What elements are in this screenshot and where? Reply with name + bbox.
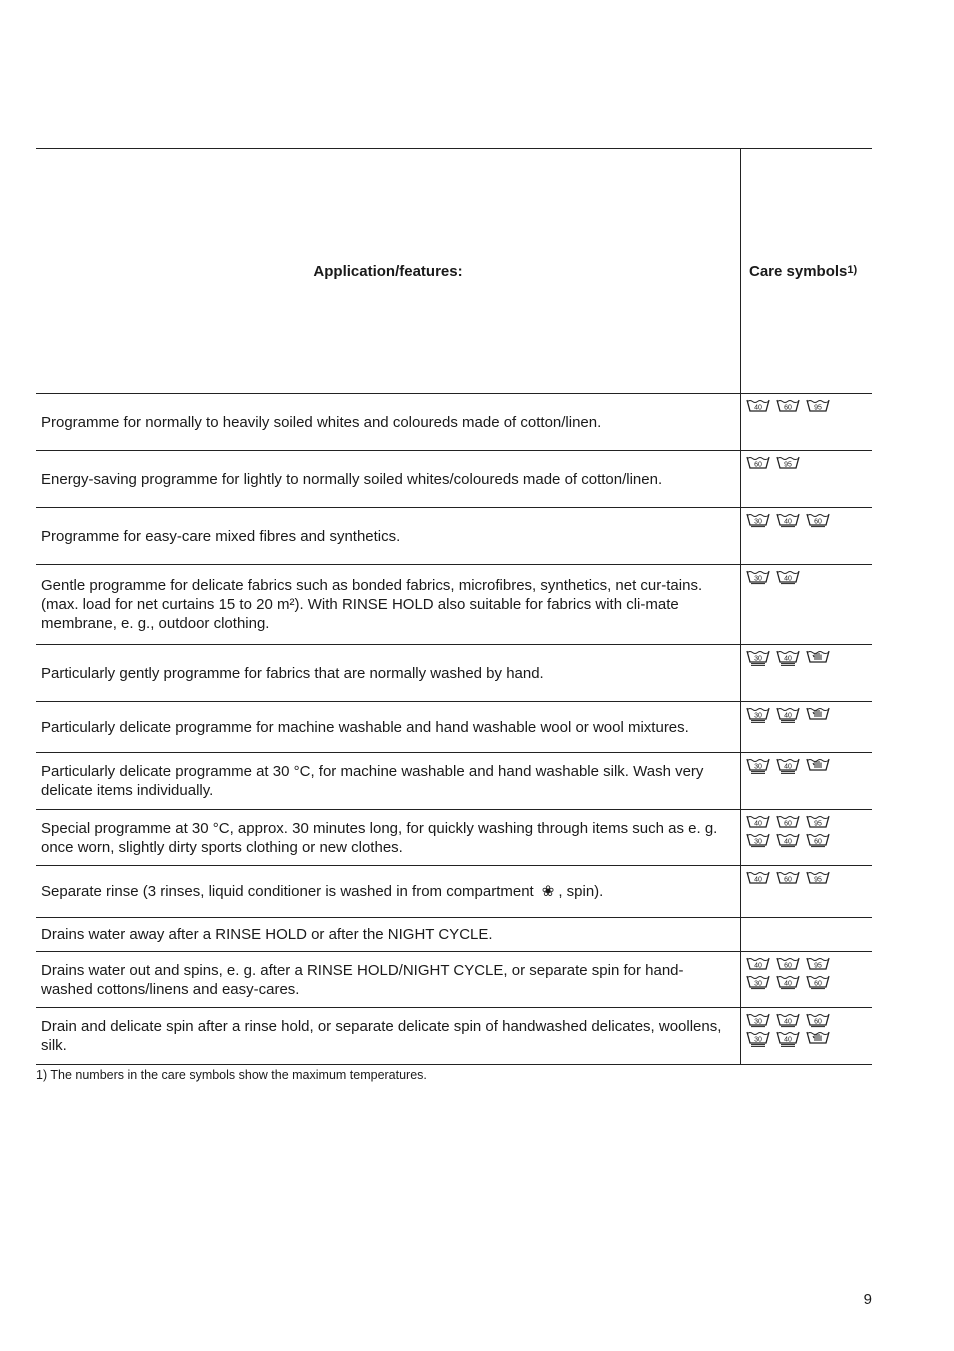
svg-text:30: 30 [754, 712, 762, 720]
svg-text:40: 40 [754, 962, 762, 970]
row-description [36, 702, 740, 752]
svg-text:60: 60 [814, 838, 822, 846]
svg-text:30: 30 [754, 980, 762, 988]
header-care-symbols [740, 149, 872, 393]
wash-40-symbol-icon [776, 974, 800, 991]
wash-40-symbol-icon [746, 956, 770, 973]
row-description [36, 753, 740, 809]
row-description [36, 645, 740, 701]
wash-30-symbol-icon [746, 649, 770, 666]
svg-text:40: 40 [784, 655, 792, 663]
wash-30-symbol-icon [746, 832, 770, 849]
svg-text:40: 40 [784, 518, 792, 526]
table-row [36, 394, 872, 451]
row-text-after: , spin). [558, 883, 604, 900]
table-row [36, 565, 872, 645]
svg-text:30: 30 [754, 1036, 762, 1044]
row-text: Separate rinse (3 rinses, liquid conditioner is washed in from compartment [41, 883, 534, 900]
wash-60-symbol-icon [746, 455, 770, 472]
row-care-symbols [740, 508, 872, 564]
table-row [36, 508, 872, 565]
care-symbol-line [746, 706, 872, 723]
svg-text:60: 60 [814, 1018, 822, 1026]
wash-30-symbol-icon [746, 757, 770, 774]
table-row [36, 753, 872, 810]
table-row [36, 918, 872, 952]
row-description [36, 508, 740, 564]
row-text: Special programme at 30 °C, approx. 30 minutes long, for quickly washing through items such as e. g. once worn, slightly dirty sports clothing or new clothes. [41, 819, 718, 856]
wash-95-symbol-icon [806, 956, 830, 973]
svg-text:30: 30 [754, 838, 762, 846]
row-care-symbols [740, 565, 872, 644]
handwash-symbol-icon [806, 757, 830, 774]
row-text: Drains water away after a RINSE HOLD or after the NIGHT CYCLE. [41, 926, 493, 943]
wash-40-symbol-icon [776, 1030, 800, 1047]
row-care-symbols [740, 866, 872, 917]
svg-text:30: 30 [754, 518, 762, 526]
svg-text:40: 40 [784, 1036, 792, 1044]
table-row [36, 702, 872, 753]
wash-40-symbol-icon [776, 706, 800, 723]
row-text: Particularly delicate programme at 30 °C, for machine washable and hand washable silk. Wash very delicate items individually. [41, 763, 704, 799]
care-symbol-line [746, 974, 872, 991]
svg-text:95: 95 [814, 404, 822, 412]
wash-95-symbol-icon [776, 455, 800, 472]
conditioner-compartment-icon: ❀ [541, 883, 555, 900]
row-care-symbols [740, 753, 872, 809]
svg-text:60: 60 [754, 461, 762, 469]
row-description [36, 952, 740, 1007]
svg-text:40: 40 [754, 876, 762, 884]
wash-60-symbol-icon [806, 512, 830, 529]
care-symbol-line [746, 757, 872, 774]
row-text: Drain and delicate spin after a rinse hold, or separate delicate spin of handwashed delicates, woollens, silk. [41, 1018, 722, 1054]
row-care-symbols [740, 451, 872, 507]
svg-text:30: 30 [754, 575, 762, 583]
svg-text:95: 95 [814, 876, 822, 884]
wash-60-symbol-icon [806, 832, 830, 849]
table-row [36, 451, 872, 508]
row-care-symbols [740, 702, 872, 752]
row-care-symbols [740, 952, 872, 1007]
wash-30-symbol-icon [746, 569, 770, 586]
wash-60-symbol-icon [806, 1012, 830, 1029]
row-care-symbols [740, 810, 872, 865]
row-text: Programme for easy-care mixed fibres and synthetics. [41, 527, 401, 545]
row-care-symbols [740, 394, 872, 450]
care-symbol-line [746, 398, 872, 415]
wash-40-symbol-icon [776, 649, 800, 666]
svg-text:40: 40 [754, 820, 762, 828]
svg-text:60: 60 [784, 962, 792, 970]
footnote: 1) The numbers in the care symbols show the maximum temperatures. [36, 1068, 427, 1082]
wash-40-symbol-icon [776, 512, 800, 529]
table-row [36, 866, 872, 918]
row-description [36, 866, 740, 917]
table-row [36, 1008, 872, 1065]
svg-text:60: 60 [784, 404, 792, 412]
row-care-symbols [740, 1008, 872, 1064]
wash-40-symbol-icon [746, 398, 770, 415]
wash-60-symbol-icon [776, 870, 800, 887]
care-symbol-line [746, 569, 872, 586]
programme-table [36, 148, 872, 1065]
wash-95-symbol-icon [806, 814, 830, 831]
wash-30-symbol-icon [746, 512, 770, 529]
table-row [36, 952, 872, 1008]
header-application: Application/features: [313, 262, 463, 280]
wash-60-symbol-icon [806, 974, 830, 991]
row-text: Particularly delicate programme for machine washable and hand washable wool or wool mixtures. [41, 718, 689, 736]
svg-text:60: 60 [784, 876, 792, 884]
care-symbol-line [746, 455, 872, 472]
row-description [36, 810, 740, 865]
row-care-symbols [740, 645, 872, 701]
wash-40-symbol-icon [776, 832, 800, 849]
row-text: Gentle programme for delicate fabrics such as bonded fabrics, microfibres, synthetics, net cur-tains. (max. load for net curtains 15 to 20 m²). With RINSE HOLD also suitable for fabrics with cli-mate membrane, e. g., outdoor clothing. [41, 577, 703, 632]
care-symbol-line [746, 956, 872, 973]
table-header [36, 149, 872, 394]
wash-30-symbol-icon [746, 1012, 770, 1029]
row-text: Programme for normally to heavily soiled whites and coloureds made of cotton/linen. [41, 413, 602, 431]
svg-text:95: 95 [814, 820, 822, 828]
wash-30-symbol-icon [746, 1030, 770, 1047]
svg-text:30: 30 [754, 763, 762, 771]
wash-40-symbol-icon [776, 1012, 800, 1029]
wash-40-symbol-icon [776, 757, 800, 774]
row-description [36, 1008, 740, 1064]
page-number: 9 [863, 1291, 872, 1308]
handwash-symbol-icon [806, 1030, 830, 1047]
wash-40-symbol-icon [746, 814, 770, 831]
svg-text:30: 30 [754, 1018, 762, 1026]
svg-text:40: 40 [784, 763, 792, 771]
row-description [36, 451, 740, 507]
wash-95-symbol-icon [806, 870, 830, 887]
svg-text:30: 30 [754, 655, 762, 663]
table-row [36, 810, 872, 866]
svg-text:60: 60 [814, 980, 822, 988]
care-symbol-line [746, 1012, 872, 1029]
header-care-label: Care symbols [749, 262, 848, 280]
svg-text:40: 40 [784, 1018, 792, 1026]
care-symbol-line [746, 870, 872, 887]
wash-40-symbol-icon [776, 569, 800, 586]
svg-text:95: 95 [814, 962, 822, 970]
care-symbol-line [746, 512, 872, 529]
svg-text:40: 40 [784, 838, 792, 846]
row-description [36, 918, 740, 951]
care-symbol-line [746, 832, 872, 849]
svg-text:95: 95 [784, 461, 792, 469]
svg-text:40: 40 [784, 980, 792, 988]
care-symbol-line [746, 814, 872, 831]
row-description [36, 565, 740, 644]
row-description [36, 394, 740, 450]
row-text: Drains water out and spins, e. g. after a RINSE HOLD/NIGHT CYCLE, or separate spin for hand-washed cottons/linens and easy-cares. [41, 961, 684, 998]
wash-40-symbol-icon [746, 870, 770, 887]
wash-60-symbol-icon [776, 398, 800, 415]
svg-text:40: 40 [754, 404, 762, 412]
row-care-symbols [740, 918, 872, 951]
header-care-footnote-ref: 1) [847, 264, 858, 276]
wash-95-symbol-icon [806, 398, 830, 415]
care-symbol-line [746, 649, 872, 666]
handwash-symbol-icon [806, 706, 830, 723]
wash-60-symbol-icon [776, 814, 800, 831]
svg-text:40: 40 [784, 575, 792, 583]
care-symbol-line [746, 1030, 872, 1047]
wash-30-symbol-icon [746, 706, 770, 723]
row-text: Particularly gently programme for fabrics that are normally washed by hand. [41, 664, 544, 682]
svg-text:60: 60 [814, 518, 822, 526]
table-row [36, 645, 872, 702]
svg-text:60: 60 [784, 820, 792, 828]
svg-text:40: 40 [784, 712, 792, 720]
wash-30-symbol-icon [746, 974, 770, 991]
wash-60-symbol-icon [776, 956, 800, 973]
table-body [36, 394, 872, 1065]
row-text: Energy-saving programme for lightly to normally soiled whites/coloureds made of cotton/linen. [41, 470, 663, 488]
handwash-symbol-icon [806, 649, 830, 666]
